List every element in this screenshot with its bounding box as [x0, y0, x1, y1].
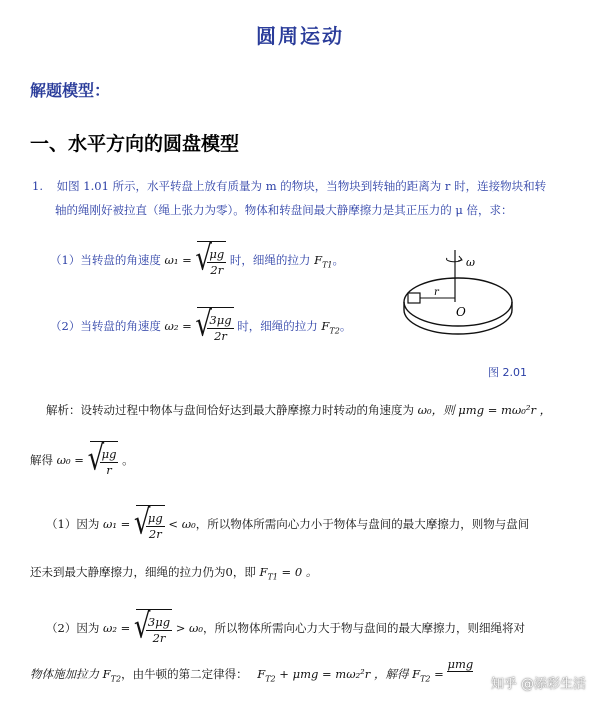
q2-force: $F_{T2}$ [321, 319, 340, 336]
problem-line-1 [32, 176, 546, 196]
page-title: 圆周运动 [256, 24, 344, 48]
q2-prefix: （2）当转盘的角速度 [50, 319, 161, 333]
solution-part-1-line-2: 还未到最大静摩擦力，细绳的拉力仍为0，即 $F_{T1} = 0$ 。 [30, 565, 318, 582]
q2-var: ω₂ = [164, 319, 192, 333]
section-heading: 一、水平方向的圆盘模型 [30, 133, 240, 155]
q2-end: 。 [339, 319, 352, 333]
figure-caption: 图 2.01 [488, 366, 527, 379]
q1-var: ω₁ = [164, 253, 192, 267]
problem-number: 1. [32, 179, 43, 193]
label-o: O [456, 305, 466, 319]
q1-num: √ μg [207, 249, 226, 264]
solution-line-2: 解得 ω₀ = √ $\frac{\mu g}{r}$ 。 [30, 440, 134, 482]
solution-part-2: （2）因为 ω₂ = √ $\frac{3\mu g}{2r}$ > ω₀，所以物体所需向心力大于物与盘间的最大摩擦力，则细绳将对 [46, 608, 525, 650]
q2-suffix: 时，细绳的拉力 [237, 319, 318, 333]
label-r: r [434, 287, 439, 298]
q2-sqrt [197, 307, 233, 348]
solution-line-1: 解析：设转动过程中物体与盘间恰好达到最大静摩擦力时转动的角速度为 ω₀，则 μmg = mω₀²r ， [46, 403, 552, 417]
q1-sqrt [197, 241, 226, 282]
solution-part-2-line-2: 物体施加拉力 $F_{T2}$，由牛顿的第二定律得： $F_{T2} + \mu mg = m\omega_2^2r$ ，解得 $F_{T2} = \mu mg$ [30, 657, 474, 684]
problem-text-1: 如图 1.01 所示，水平转盘上放有质量为 m 的物块，当物块到转轴的距离为 r 时，连接物块和转 [56, 179, 547, 193]
q1-prefix: （1）当转盘的角速度 [50, 253, 161, 267]
question-2 [50, 306, 351, 351]
subtitle: 解题模型： [30, 81, 111, 100]
q2-num: √ 3μg [207, 315, 233, 330]
label-omega: ω [466, 256, 475, 269]
turntable-figure [398, 236, 518, 346]
question-1 [50, 240, 344, 285]
q1-force: $F_{T1}$ [314, 253, 333, 270]
q2-den: 2r [214, 329, 227, 343]
problem-line-2: 轴的绳刚好被拉直（绳上张力为零）。物体和转盘间最大静摩擦力是其正压力的 μ 倍，求： [55, 203, 513, 217]
block [408, 293, 420, 303]
watermark: 知乎 @添彩生活 [490, 677, 586, 692]
q1-den: 2r [210, 263, 224, 277]
q1-suffix: 时，细绳的拉力 [229, 253, 311, 267]
solution-part-1: （1）因为 ω₁ = √ $\frac{\mu g}{2r}$ < ω₀，所以物体所需向心力小于物体与盘间的最大摩擦力，则物与盘间 [46, 504, 529, 546]
q1-end: 。 [332, 253, 344, 267]
